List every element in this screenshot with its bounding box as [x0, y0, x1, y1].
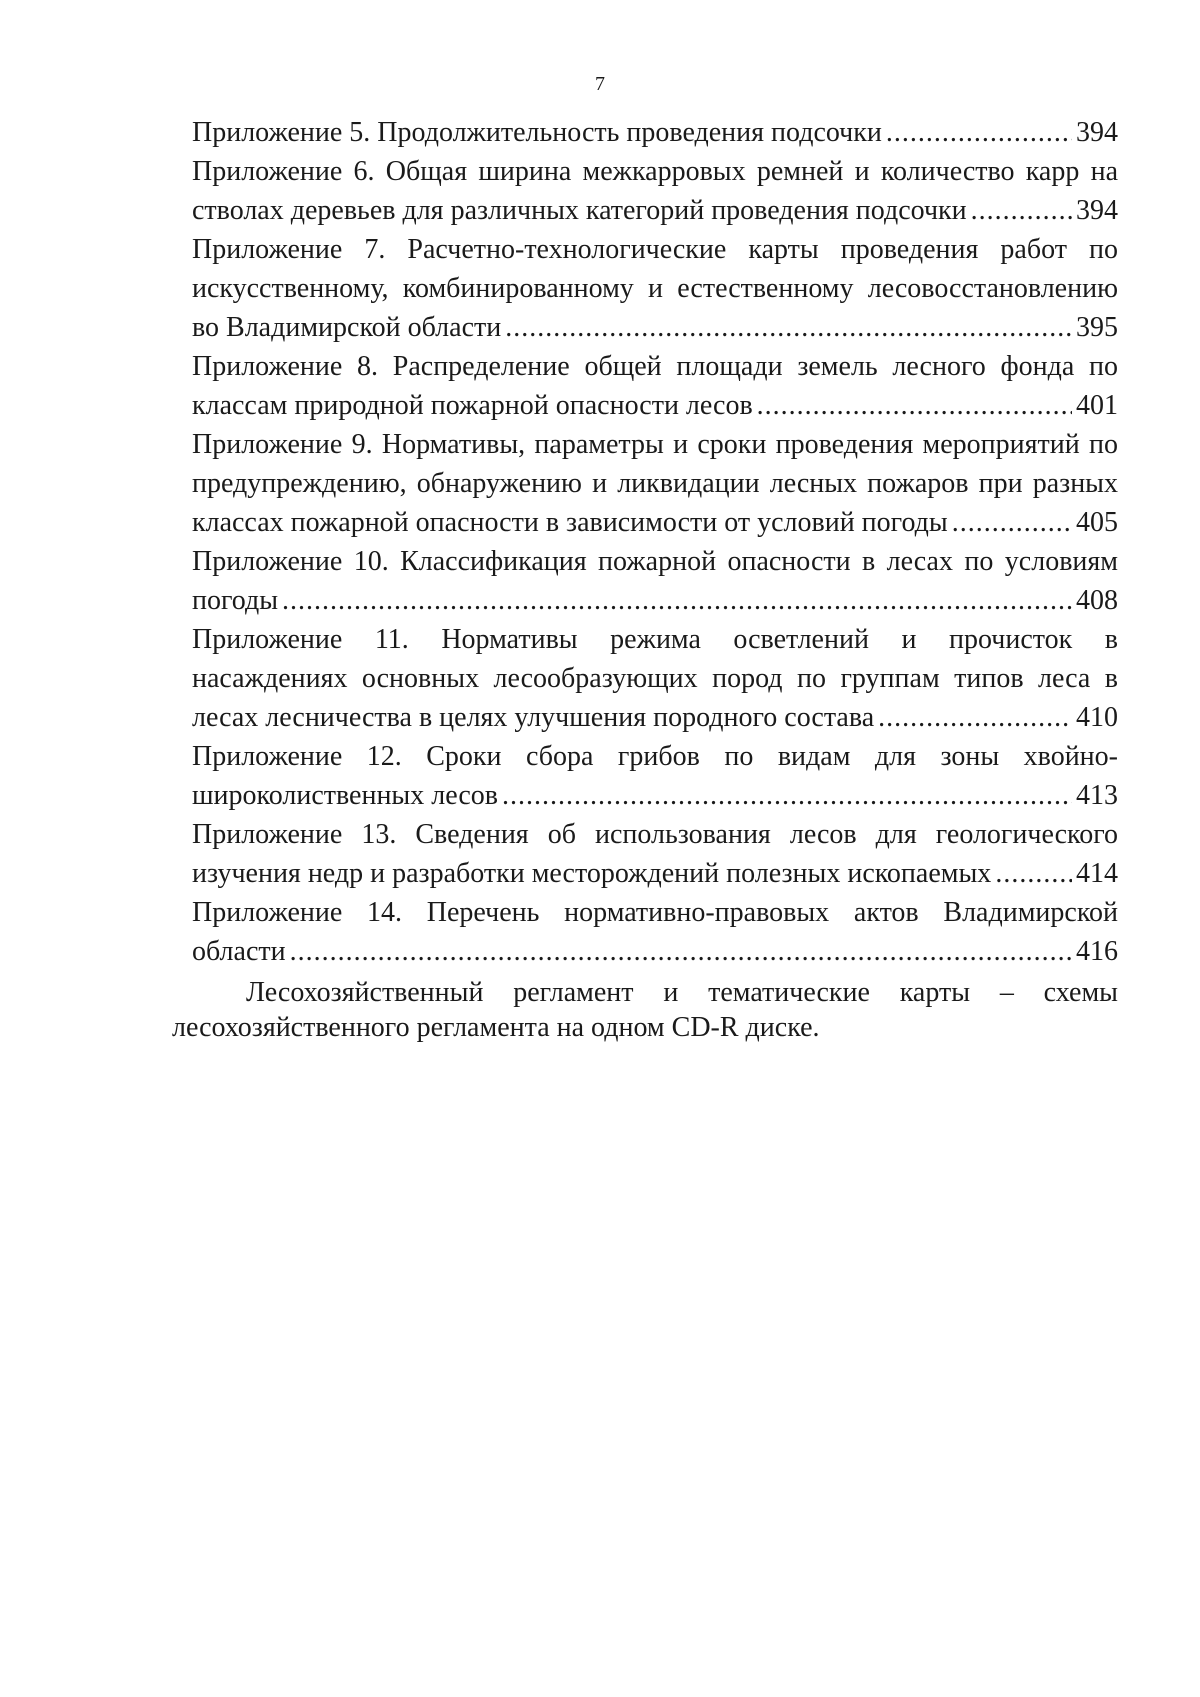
toc-entry-last-line: [192, 386, 1118, 425]
toc-entry-last-line: [192, 776, 1118, 815]
dot-leader: [971, 191, 1072, 230]
toc-entry: [192, 815, 1118, 893]
toc-entry-last-line: [192, 932, 1118, 971]
toc-entry-last-line: [192, 113, 1118, 152]
toc-entry-title: стволах деревьев для различных категорий проведения подсочки: [192, 195, 967, 226]
toc-entry-line: Приложение 6. Общая ширина межкарровых ремней и количество карр на: [192, 156, 1118, 187]
toc-entry-title: лесах лесничества в целях улучшения породного состава: [192, 702, 875, 733]
toc-entry-line: Приложение 9. Нормативы, параметры и сроки проведения мероприятий по: [192, 429, 1118, 460]
toc-page-number: 405: [1076, 507, 1118, 538]
toc-entry-line: Приложение 12. Сроки сбора грибов по видам для зоны хвойно-: [192, 741, 1118, 772]
toc-entry-title: области: [192, 936, 286, 967]
toc-entry-line: Приложение 11. Нормативы режима осветлений и прочисток в: [192, 624, 1118, 655]
dot-leader: [505, 308, 1072, 347]
toc-entry-last-line: [192, 854, 1118, 893]
dot-leader: [952, 503, 1072, 542]
toc-entry: [192, 152, 1118, 230]
dot-leader: [757, 386, 1072, 425]
toc-entry: [192, 620, 1118, 737]
toc-entry-title: классам природной пожарной опасности лесов: [192, 390, 753, 421]
toc-page-number: 416: [1076, 936, 1118, 967]
dot-leader: [995, 854, 1072, 893]
toc-entry: [192, 893, 1118, 971]
toc-entry-last-line: [192, 698, 1118, 737]
toc-entry-title: Приложение 5. Продолжительность проведения подсочки: [192, 117, 882, 148]
dot-leader: [886, 113, 1072, 152]
dot-leader: [878, 698, 1072, 737]
toc-entry-last-line: [192, 581, 1118, 620]
toc-page-number: 413: [1076, 780, 1118, 811]
toc-entry-last-line: [192, 503, 1118, 542]
toc-entry: [192, 347, 1118, 425]
toc-page-number: 410: [1076, 702, 1118, 733]
closing-line: лесохозяйственного регламента на одном CD-R диске.: [172, 1012, 820, 1043]
toc-entry-title: во Владимирской области: [192, 312, 502, 343]
toc-entry-title: погоды: [192, 585, 279, 616]
dot-leader: [290, 932, 1072, 971]
toc-entry-line: Приложение 14. Перечень нормативно-правовых актов Владимирской: [192, 897, 1118, 928]
toc-page-number: 408: [1076, 585, 1118, 616]
toc-page-number: 401: [1076, 390, 1118, 421]
toc-entry-line: предупреждению, обнаружению и ликвидации лесных пожаров при разных: [192, 468, 1118, 499]
toc-entry: [192, 737, 1118, 815]
toc-entry-line: Приложение 13. Сведения об использования лесов для геологического: [192, 819, 1118, 850]
toc-entry: [192, 230, 1118, 347]
toc-page-number: 394: [1076, 195, 1118, 226]
closing-line: Лесохозяйственный регламент и тематические карты – схемы: [246, 977, 1118, 1008]
toc-entry-line: искусственному, комбинированному и естественному лесовосстановлению: [192, 273, 1118, 304]
toc-page-number: 395: [1076, 312, 1118, 343]
page-number: 7: [595, 73, 605, 95]
toc-entry-last-line: [192, 191, 1118, 230]
closing-paragraph: [172, 975, 1118, 1045]
toc-entry-line: насаждениях основных лесообразующих пород по группам типов леса в: [192, 663, 1118, 694]
dot-leader: [502, 776, 1072, 815]
toc-entry-title: широколиственных лесов: [192, 780, 498, 811]
toc-entry: [192, 425, 1118, 542]
toc-page-number: 394: [1076, 117, 1118, 148]
toc-entry-last-line: [192, 308, 1118, 347]
toc-entry: [192, 113, 1118, 152]
toc-entry-title: изучения недр и разработки месторождений полезных ископаемых: [192, 858, 992, 889]
toc-entry-line: Приложение 10. Классификация пожарной опасности в лесах по условиям: [192, 546, 1118, 577]
toc-page-number: 414: [1076, 858, 1118, 889]
toc-entry-line: Приложение 7. Расчетно-технологические карты проведения работ по: [192, 234, 1118, 265]
dot-leader: [282, 581, 1072, 620]
toc-entry-title: классах пожарной опасности в зависимости от условий погоды: [192, 507, 948, 538]
toc-entry: [192, 542, 1118, 620]
table-of-contents: [192, 113, 1118, 971]
toc-entry-line: Приложение 8. Распределение общей площади земель лесного фонда по: [192, 351, 1118, 382]
